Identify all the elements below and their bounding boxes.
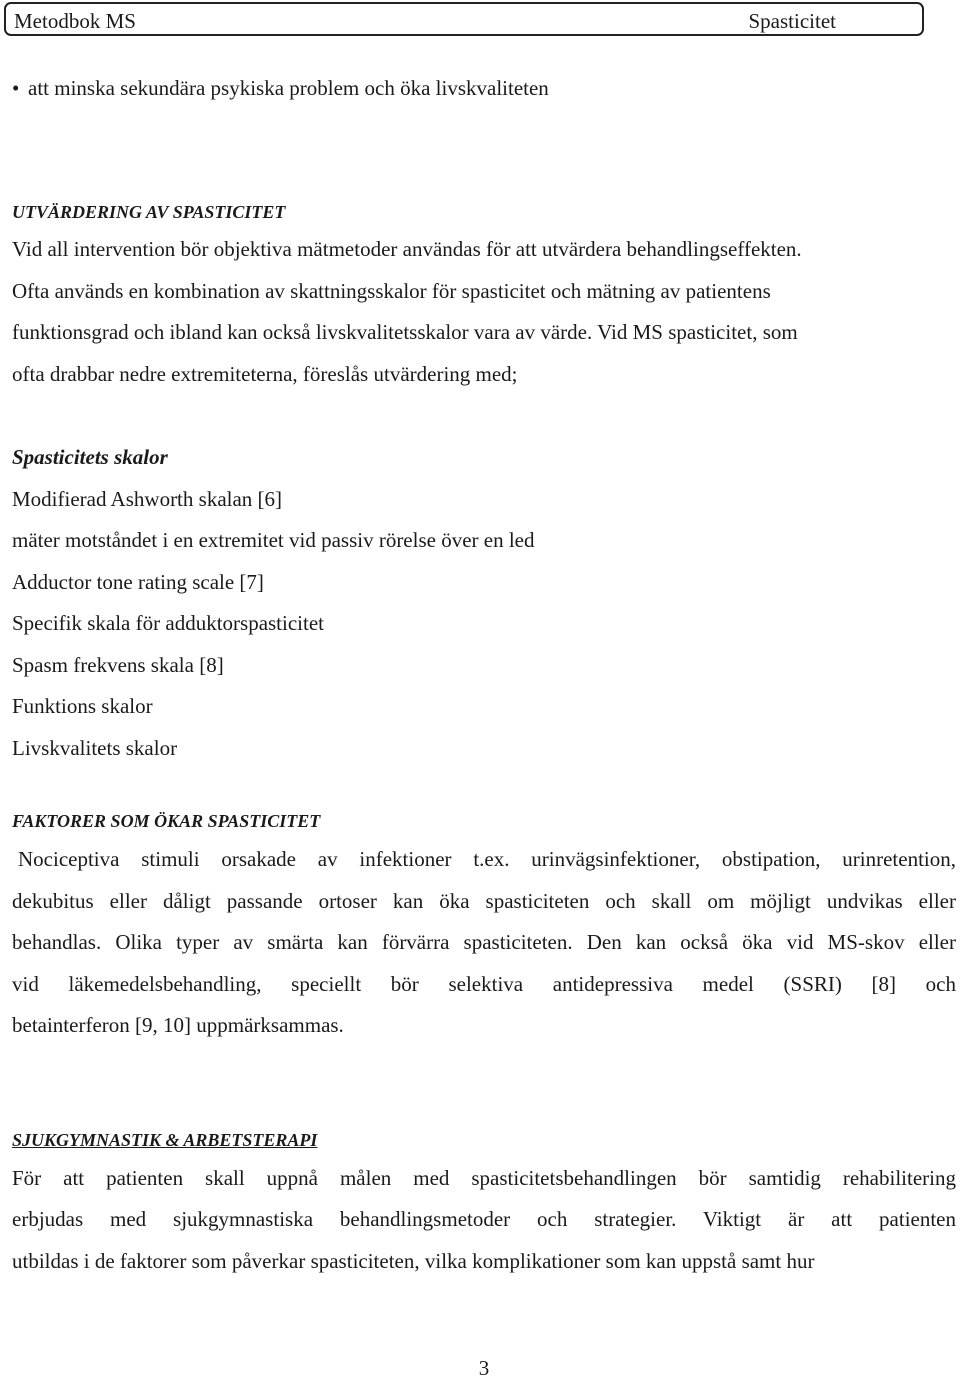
heading-factors: FAKTORER SOM ÖKAR SPASTICITET (12, 811, 321, 831)
heading-spasticity-scales: Spasticitets skalor (12, 445, 168, 469)
scale-list-item: Specifik skala för adduktorspasticitet (12, 611, 324, 635)
paragraph-line: erbjudas med sjukgymnastiska behandlingsmetoder och strategier. Viktigt är att patienten (12, 1207, 956, 1231)
header-chapter-title: Spasticitet (748, 9, 836, 33)
scale-list-item: mäter motståndet i en extremitet vid passiv rörelse över en led (12, 528, 535, 552)
paragraph-line: För att patienten skall uppnå målen med spasticitetsbehandlingen bör samtidig rehabilitering (12, 1166, 956, 1190)
scale-list-item: Livskvalitets skalor (12, 736, 178, 760)
heading-evaluation: UTVÄRDERING AV SPASTICITET (12, 202, 286, 222)
scale-list-item: Spasm frekvens skala [8] (12, 653, 224, 677)
scale-list-item: Funktions skalor (12, 694, 153, 718)
paragraph-line: funktionsgrad och ibland kan också livskvalitetsskalor vara av värde. Vid MS spasticitet, som (12, 320, 798, 344)
paragraph-line: Nociceptiva stimuli orsakade av infektioner t.ex. urinvägsinfektioner, obstipation, urinretention, (18, 847, 956, 871)
paragraph-line: Vid all intervention bör objektiva mätmetoder användas för att utvärdera behandlingseffekten. (12, 237, 802, 261)
scale-list-item: Modifierad Ashworth skalan [6] (12, 487, 283, 511)
paragraph-line: Ofta används en kombination av skattningsskalor för spasticitet och mätning av patientens (12, 279, 771, 303)
paragraph-line: utbildas i de faktorer som påverkar spasticiteten, vilka komplikationer som kan uppstå samt hur (12, 1249, 815, 1273)
paragraph-line: behandlas. Olika typer av smärta kan förvärra spasticiteten. Den kan också öka vid MS-skov eller (12, 930, 956, 954)
paragraph-line: dekubitus eller dåligt passande ortoser kan öka spasticiteten och skall om möjligt undvikas eller (12, 889, 956, 913)
paragraph-line: ofta drabbar nedre extremiteterna, föreslås utvärdering med; (12, 362, 518, 386)
bullet-item-text: att minska sekundära psykiska problem och öka livskvaliteten (28, 76, 549, 100)
paragraph-line: betainterferon [9, 10] uppmärksammas. (12, 1013, 344, 1037)
page-header (4, 2, 924, 36)
heading-physiotherapy: SJUKGYMNASTIK & ARBETSTERAPI (12, 1130, 318, 1150)
paragraph-line: vid läkemedelsbehandling, speciellt bör selektiva antidepressiva medel (SSRI) [8] och (12, 972, 956, 996)
header-document-title: Metodbok MS (14, 9, 136, 33)
bullet-icon: • (12, 76, 20, 100)
bullet-item (12, 76, 549, 100)
page-number: 3 (478, 1356, 490, 1380)
scale-list-item: Adductor tone rating scale [7] (12, 570, 264, 594)
